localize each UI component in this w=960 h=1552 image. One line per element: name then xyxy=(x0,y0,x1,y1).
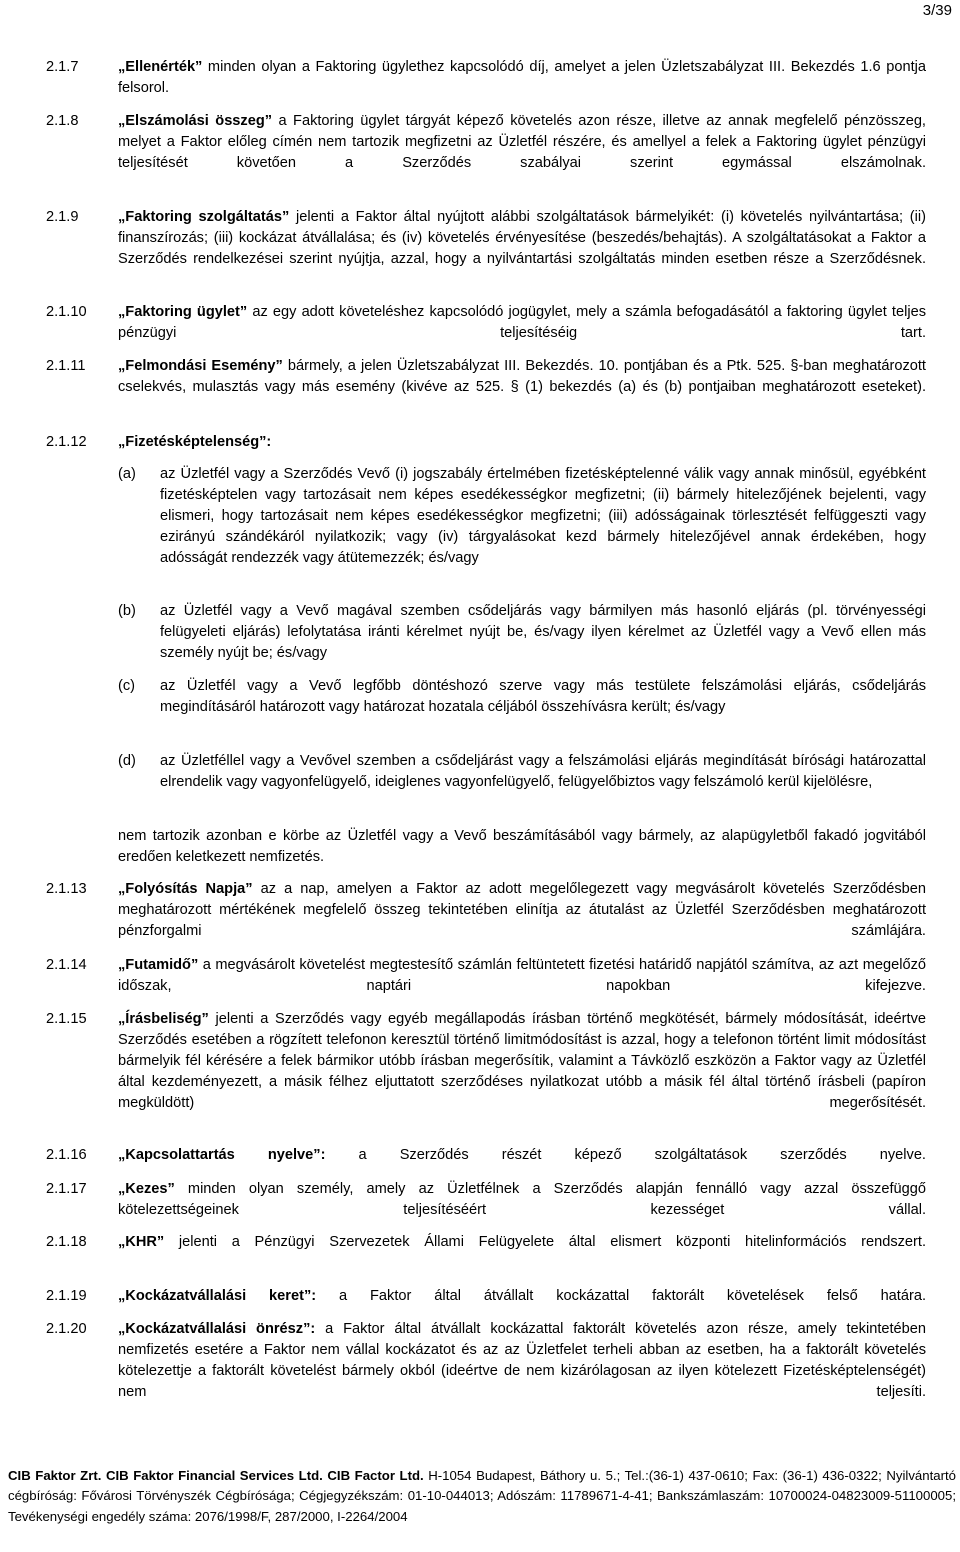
defined-term: „Folyósítás Napja” xyxy=(118,881,253,897)
definition-text: a Faktor által átvállalt kockázattal faktorált követelések felső határa. xyxy=(316,1288,926,1304)
section-number: 2.1.16 xyxy=(46,1147,87,1163)
definition-text: az egy adott követeléshez kapcsolódó jogügylet, mely a számla befogadásától a faktoring ügylet teljes pénzügyi teljesítéséig tart. xyxy=(118,304,927,342)
item-text: az Üzletfél vagy a Vevő magával szemben csődeljárás vagy bármilyen más hasonló eljárás (pl. törvényességi felügyeleti eljárás) lefolytatása iránti kérelmet nyújt be, és/vagy ilyen kérelmet az Üzletfél vagy a Vevő ellen más személy nyújt be; és/vagy xyxy=(160,603,926,662)
defined-term: „Faktoring ügylet” xyxy=(118,304,248,320)
defined-term: „Futamidő” xyxy=(118,957,199,973)
section-number: 2.1.7 xyxy=(46,59,79,75)
footer-company-name: CIB Faktor Zrt. xyxy=(8,1468,102,1483)
definition-text: jelenti a Pénzügyi Szervezetek Állami Felügyelete által elismert központi hitelinformációs rendszert. xyxy=(164,1234,926,1250)
item-text: az Üzletfél vagy a Vevő legfőbb döntéshozó szerve vagy más testülete felszámolási eljárás, csődeljárás megindításáról határozott vagy határozat hozatala céljából összehívásra került; és/vagy xyxy=(160,678,926,716)
defined-term: „Kapcsolattartás nyelve”: xyxy=(118,1147,326,1163)
defined-term: „Kockázatvállalási keret”: xyxy=(118,1288,317,1304)
definition-text: jelenti a Faktor által nyújtott alábbi szolgáltatások bármelyikét: (i) követelés nyilvántartása; (ii) finanszírozás; (iii) kockázat átvállalása; és (iv) követelés érvényesítése (beszedés/behajtás). A szolgáltatásokat a Faktor a Szerződés rendelkezései szerint nyújtja, azzal, hogy a nyilvántartási szolgáltatás minden esetben része a Szerződésnek. xyxy=(118,209,926,268)
item-text: az Üzletfél vagy a Szerződés Vevő (i) jogszabály értelmében fizetésképtelenné válik vagy annak minősül, egyébként fizetésképtelen vagy tartozásait nem képes esedékességkor megfizetni; (ii) bármely hitelezőjének bejelenti, vagy elismeri, hogy tartozásait nem képes esedékességkor megfizetni; (iii) adósságainak törlesztését felfüggeszti vagy ezirányú szándékáról nyilatkozik; vagy (iv) tárgyalásokat kezd bármely hitelezőjével annak érdekében, hogy adósságát rendezzék vagy átütemezzék; és/vagy xyxy=(160,466,926,567)
item-text: az Üzletféllel vagy a Vevővel szemben a csődeljárást vagy a felszámolási eljárás megindítását bírósági határozattal elrendelik vagy vagyonfelügyelő, ideiglenes vagyonfelügyelő, felügyelőbiztos vagy felszámoló kerül kijelölésre, xyxy=(160,753,926,791)
section-number: 2.1.9 xyxy=(46,209,79,225)
definition-text: a Faktor által átvállalt kockázattal faktorált követelés azon része, amely tekintetében nemfizetés esetére a Faktor nem vállal kockázatot és az az Üzletfelet terheli abban az esetben, ha a faktorált követelés kötelezettje a faktorált követelést bármely okból (ideértve de nem kizárólagosan az ilyen kötelezett Fizetésképtelenségét) nem teljesíti. xyxy=(118,1321,927,1401)
page-number: 3/39 xyxy=(922,2,952,19)
defined-term: „Kockázatvállalási önrész”: xyxy=(118,1321,316,1337)
defined-term: „Ellenérték” xyxy=(118,59,203,75)
definition-text: jelenti a Szerződés vagy egyéb megállapodás írásban történő megkötését, bármely módosítását, ideértve Szerződés esetében a rögzített telefonon keresztül történő limitmódosítást is azzal, hogy a telefonon történt limit módosítást bármelyik fél kérésére a felek bármikor utóbb írásban megerősítik, valamint a Távközlő eszközön a Faktor vagy az Üzletfél által kezdeményezett, a másik félhez eljuttatott szerződéses nyilatkozat utóbb a másik fél által történő írásbeli (papíron megküldött) megerősítését. xyxy=(118,1011,926,1112)
definition-2-1-20 xyxy=(46,1319,926,1424)
definition-text: a Szerződés részét képező szolgáltatások szerződés nyelve. xyxy=(325,1147,926,1163)
defined-term: „Kezes” xyxy=(118,1181,175,1197)
section-number: 2.1.20 xyxy=(46,1321,87,1337)
definition-2-1-13 xyxy=(46,879,926,963)
defined-term: „Írásbeliség” xyxy=(118,1011,209,1027)
definition-text: minden olyan a Faktoring ügylethez kapcsolódó díj, amelyet a jelen Üzletszabályzat III. Bekezdés 1.6 pontja felsorol. xyxy=(118,59,926,97)
section-number: 2.1.8 xyxy=(46,113,79,129)
definition-2-1-8 xyxy=(46,111,926,195)
definition-text: minden olyan személy, amely az Üzletfélnek a Szerződés alapján fennálló vagy azzal összefüggő kötelezettségeinek teljesítéséért kezességet vállal. xyxy=(118,1181,926,1219)
footer-company-name-en: CIB Faktor Financial Services Ltd. xyxy=(105,1468,323,1483)
list-item xyxy=(118,751,926,793)
defined-term: „Elszámolási összeg” xyxy=(118,113,273,129)
section-number: 2.1.10 xyxy=(46,304,87,320)
section-number: 2.1.19 xyxy=(46,1288,87,1304)
definition-text: bármely, a jelen Üzletszabályzat III. Bekezdés. 10. pontjában és a Ptk. 525. §-ban meghatározott cselekvés, mulasztás vagy más esemény (kivéve az 525. § (1) bekezdés (a) és (b) pontjaiban meghatározott eseteket). xyxy=(118,358,926,396)
section-number: 2.1.14 xyxy=(46,957,87,973)
definition-2-1-9 xyxy=(46,207,926,291)
defined-term: „Fizetésképtelenség”: xyxy=(118,434,272,450)
section-number: 2.1.17 xyxy=(46,1181,87,1197)
list-item xyxy=(118,676,926,718)
list-item xyxy=(118,601,926,664)
page-footer xyxy=(8,1466,956,1527)
definition-text: a Faktoring ügylet tárgyát képező követelés azon része, illetve az annak megfelelő pénzösszeg, melyet a Faktor előleg címén nem tartozik megfizetni az Üzletfél részére, és amellyel a felek a Faktoring ügylet pénzügyi teljesítését követően a Szerződés szabályai szerint egymással elszámolnak. xyxy=(118,113,926,172)
defined-term: „Felmondási Esemény” xyxy=(118,358,283,374)
item-label: (d) xyxy=(118,753,136,769)
section-number: 2.1.15 xyxy=(46,1011,87,1027)
definition-2-1-15 xyxy=(46,1009,926,1136)
footer-company-details: H-1054 Budapest, Báthory u. 5.; Tel.:(36-1) 437-0610; Fax: (36-1) 436-0322; Nyilvántartó cégbíróság: Fővárosi Törvényszék Cégbírósága; Cégjegyzékszám: 01-10-044013; Adószám: 11789671-4-41; Bankszámlaszám: 10700024-04823009-51100005; Tevékenységi engedély száma: 2076/1998/F, 287/2000, I-2264/2004 xyxy=(8,1468,956,1524)
section-number: 2.1.18 xyxy=(46,1234,87,1250)
item-label: (a) xyxy=(118,466,136,482)
footer-company-name-short: CIB Factor Ltd. xyxy=(327,1468,424,1483)
section-number: 2.1.12 xyxy=(46,434,87,450)
item-label: (c) xyxy=(118,678,136,694)
definition-text: az a nap, amelyen a Faktor az adott megelőlegezett vagy megvásárolt követelés Szerződésben meghatározott mértékének megfelelő összeg tekintetében elinítja az átutalást az Üzletfél Szerződésben meghatározott pénzforgalmi számlájára. xyxy=(118,881,926,940)
section-number: 2.1.13 xyxy=(46,881,87,897)
definition-text: a megvásárolt követelést megtestesítő számlán feltüntetett fizetési határidő napjától számítva, az azt megelőző időszak, naptári napokban kifejezve. xyxy=(118,957,926,995)
definition-2-1-11 xyxy=(46,356,926,419)
item-label: (b) xyxy=(118,603,136,619)
insolvency-closing: nem tartozik azonban e körbe az Üzletfél vagy a Vevő beszámításából vagy bármely, az alapügyletből fakadó jogvitából eredően keletkezett nemfizetés. xyxy=(118,828,926,866)
section-number: 2.1.11 xyxy=(46,358,86,374)
list-item xyxy=(118,464,926,569)
defined-term: „Faktoring szolgáltatás” xyxy=(118,209,290,225)
defined-term: „KHR” xyxy=(118,1234,165,1250)
definition-2-1-18 xyxy=(46,1232,926,1274)
